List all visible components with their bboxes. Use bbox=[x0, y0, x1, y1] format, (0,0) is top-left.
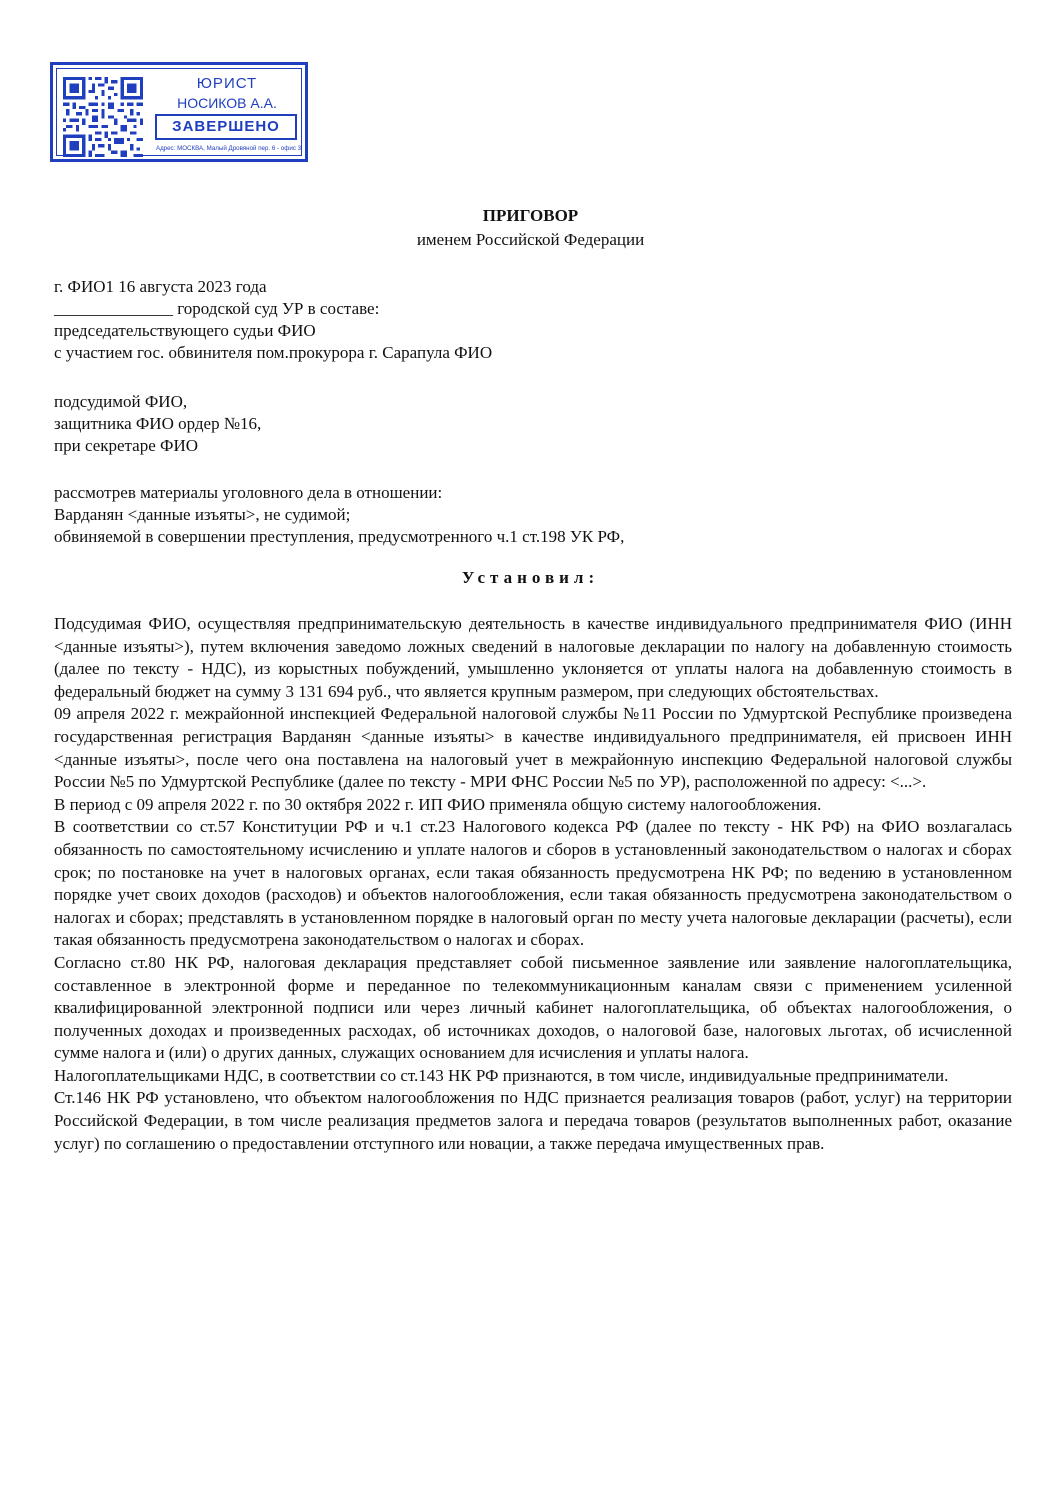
established-heading: Установил: bbox=[461, 568, 600, 587]
participants-block bbox=[54, 391, 1014, 457]
stamp-inner-frame bbox=[56, 68, 302, 156]
document-subtitle: именем Российской Федерации bbox=[416, 230, 645, 249]
case-line: рассмотрев материалы уголовного дела в отношении: bbox=[54, 483, 443, 502]
verdict-body bbox=[54, 613, 1012, 1155]
qr-code-icon bbox=[63, 77, 143, 157]
case-line: Варданян <данные изъяты>, не судимой; bbox=[54, 505, 351, 524]
case-block bbox=[54, 482, 1014, 548]
stamp-title: ЮРИСТ bbox=[196, 75, 258, 92]
document-title: ПРИГОВОР bbox=[482, 206, 579, 225]
body-paragraph: В соответствии со ст.57 Конституции РФ и ч.1 ст.23 Налогового кодекса РФ (далее по тексту - НК РФ) на ФИО возлагалась обязанность по самостоятельному исчислению и уплате налогов и сборов в установленный законодательством о налогах и сборах срок; по постановке на учет в налоговых органах, если такая обязанность предусмотрена НК РФ; по ведению в установленном порядке учет своих доходов (расходов) и объектов налогообложения, если такая обязанность предусмотрена законодательством о налогах и сборах; представлять в установленном порядке в налоговый орган по месту учета налоговые декларации (расчеты), если такая обязанность предусмотрена законодательством о налогах и сборах. bbox=[54, 817, 1012, 950]
body-paragraph: Согласно ст.80 НК РФ, налоговая декларация представляет собой письменное заявление или заявление налогоплательщика, составленное в электронной форме и переданное по телекоммуникационным каналам связи с применением усиленной квалифицированной электронной подписи или через личный кабинет налогоплательщика, об объектах налогообложения, о полученных доходах и произведенных расходах, об источниках доходов, о налоговой базе, налоговых льготах, об исчисленной сумме налога и (или) о других данных, служащих основанием для исчисления и уплаты налога. bbox=[54, 952, 1012, 1063]
case-line: обвиняемой в совершении преступления, предусмотренного ч.1 ст.198 УК РФ, bbox=[54, 527, 625, 546]
body-paragraph: Подсудимая ФИО, осуществляя предпринимательскую деятельность в качестве индивидуального предпринимателя ФИО (ИНН <данные изъяты>), путем включения заведомо ложных сведений в налоговые декларации по налогу на добавленную стоимость (далее по тексту - НДС), из корыстных побуждений, умышленно уклоняется от уплаты налога на добавленную стоимость в федеральный бюджет на сумму 3 131 694 руб., что является крупным размером, при следующих обстоятельствах. bbox=[54, 614, 1012, 701]
court-header-block bbox=[54, 276, 1014, 364]
participant-line: подсудимой ФИО, bbox=[54, 392, 188, 411]
participant-line: защитника ФИО ордер №16, bbox=[54, 414, 262, 433]
stamp-status-badge: ЗАВЕРШЕНО bbox=[155, 114, 297, 140]
lawyer-stamp bbox=[50, 62, 308, 162]
body-paragraph: 09 апреля 2022 г. межрайонной инспекцией Федеральной налоговой службы №11 России по Удмуртской Республике произведена государственная регистрация Варданян <данные изъяты> в качестве индивидуального предпринимателя, ей присвоен ИНН <данные изъяты>, после чего она поставлена на налоговый учет в межрайонную инспекцию Федеральной налоговой службы России №5 по Удмуртской Республике (далее по тексту - МРИ ФНС России №5 по УР), расположенной по адресу: <...>. bbox=[54, 704, 1012, 792]
court-header-line: с участием гос. обвинителя пом.прокурора г. Сарапула ФИО bbox=[54, 343, 493, 362]
stamp-lawyer-name: НОСИКОВ А.А. bbox=[177, 95, 277, 111]
participant-line: при секретаре ФИО bbox=[54, 436, 199, 455]
court-header-line: ______________ городской суд УР в составе: bbox=[54, 299, 380, 318]
court-header-line: г. ФИО1 16 августа 2023 года bbox=[54, 277, 267, 296]
court-header-line: председательствующего судьи ФИО bbox=[54, 321, 316, 340]
body-paragraph: Ст.146 НК РФ установлено, что объектом налогообложения по НДС признается реализация товаров (работ, услуг) на территории Российской Федерации, в том числе реализация предметов залога и передача товаров (результатов выполненных работ, оказание услуг) по соглашению о предоставлении отступного или новации, а также передача имущественных прав. bbox=[54, 1088, 1012, 1153]
stamp-address: Адрес: МОСКВА, Малый Дровяной пер. 6 - офис 3 bbox=[155, 145, 302, 152]
body-paragraph: В период с 09 апреля 2022 г. по 30 октября 2022 г. ИП ФИО применяла общую систему налогообложения. bbox=[54, 794, 822, 814]
body-paragraph: Налогоплательщиками НДС, в соответствии со ст.143 НК РФ признаются, в том числе, индивидуальные предприниматели. bbox=[54, 1065, 949, 1085]
